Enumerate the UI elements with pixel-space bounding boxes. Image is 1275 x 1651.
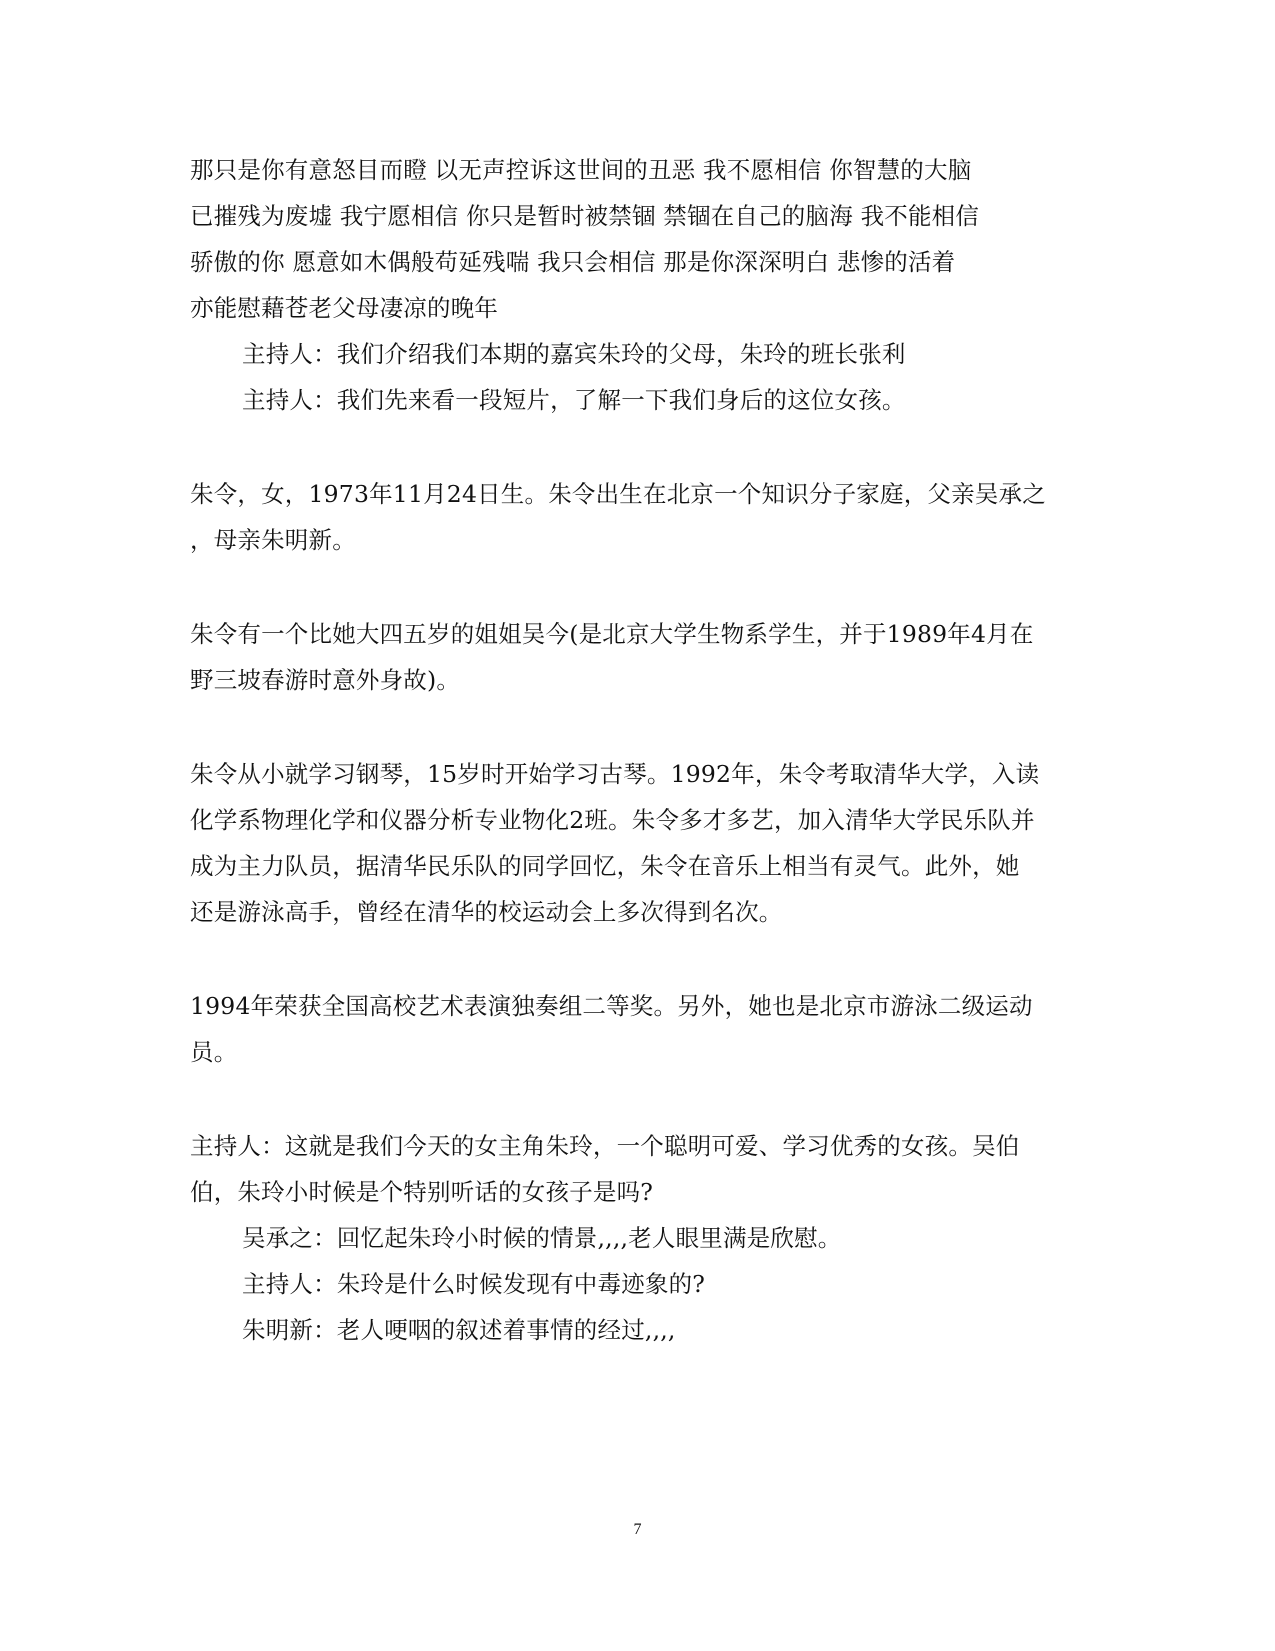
dialogue-line: 主持人：我们先来看一段短片，了解一下我们身后的这位女孩。 bbox=[242, 386, 906, 414]
bio-paragraph-line: 成为主力队员，据清华民乐队的同学回忆，朱令在音乐上相当有灵气。此外，她 bbox=[190, 852, 1020, 880]
bio-paragraph-line: 员。 bbox=[190, 1038, 238, 1066]
bio-paragraph-line: 朱令，女，1973年11月24日生。朱令出生在北京一个知识分子家庭，父亲吴承之 bbox=[190, 480, 1046, 508]
poem-line-2: 已摧残为废墟 我宁愿相信 你只是暂时被禁锢 禁锢在自己的脑海 我不能相信 bbox=[190, 202, 980, 230]
page-number: 7 bbox=[633, 1521, 642, 1538]
dialogue-line: 主持人：朱玲是什么时候发现有中毒迹象的? bbox=[242, 1270, 706, 1298]
bio-paragraph-line: 朱令从小就学习钢琴，15岁时开始学习古琴。1992年，朱令考取清华大学，入读 bbox=[190, 760, 1040, 788]
bio-paragraph-line: 还是游泳高手，曾经在清华的校运动会上多次得到名次。 bbox=[190, 898, 783, 926]
dialogue-line: 主持人：我们介绍我们本期的嘉宾朱玲的父母，朱玲的班长张利 bbox=[242, 340, 906, 368]
bio-paragraph-line: 化学系物理化学和仪器分析专业物化2班。朱令多才多艺，加入清华大学民乐队并 bbox=[190, 806, 1035, 834]
dialogue-line: 伯，朱玲小时候是个特别听话的女孩子是吗? bbox=[190, 1178, 654, 1206]
bio-paragraph-line: 朱令有一个比她大四五岁的姐姐吴今(是北京大学生物系学生，并于1989年4月在 bbox=[190, 620, 1034, 648]
bio-paragraph-line: ，母亲朱明新。 bbox=[190, 526, 356, 554]
bio-paragraph-line: 野三坡春游时意外身故)。 bbox=[190, 666, 461, 694]
dialogue-line: 主持人：这就是我们今天的女主角朱玲，一个聪明可爱、学习优秀的女孩。吴伯 bbox=[190, 1132, 1020, 1160]
poem-line-3: 骄傲的你 愿意如木偶般苟延残喘 我只会相信 那是你深深明白 悲惨的活着 bbox=[190, 248, 956, 276]
poem-line-4: 亦能慰藉苍老父母凄凉的晚年 bbox=[190, 294, 499, 322]
dialogue-line: 朱明新：老人哽咽的叙述着事情的经过,,,, bbox=[242, 1316, 676, 1344]
poem-line-1: 那只是你有意怒目而瞪 以无声控诉这世间的丑恶 我不愿相信 你智慧的大脑 bbox=[190, 156, 972, 184]
bio-paragraph-line: 1994年荣获全国高校艺术表演独奏组二等奖。另外，她也是北京市游泳二级运动 bbox=[190, 992, 1033, 1020]
dialogue-line: 吴承之：回忆起朱玲小时候的情景,,,,老人眼里满是欣慰。 bbox=[242, 1224, 842, 1252]
